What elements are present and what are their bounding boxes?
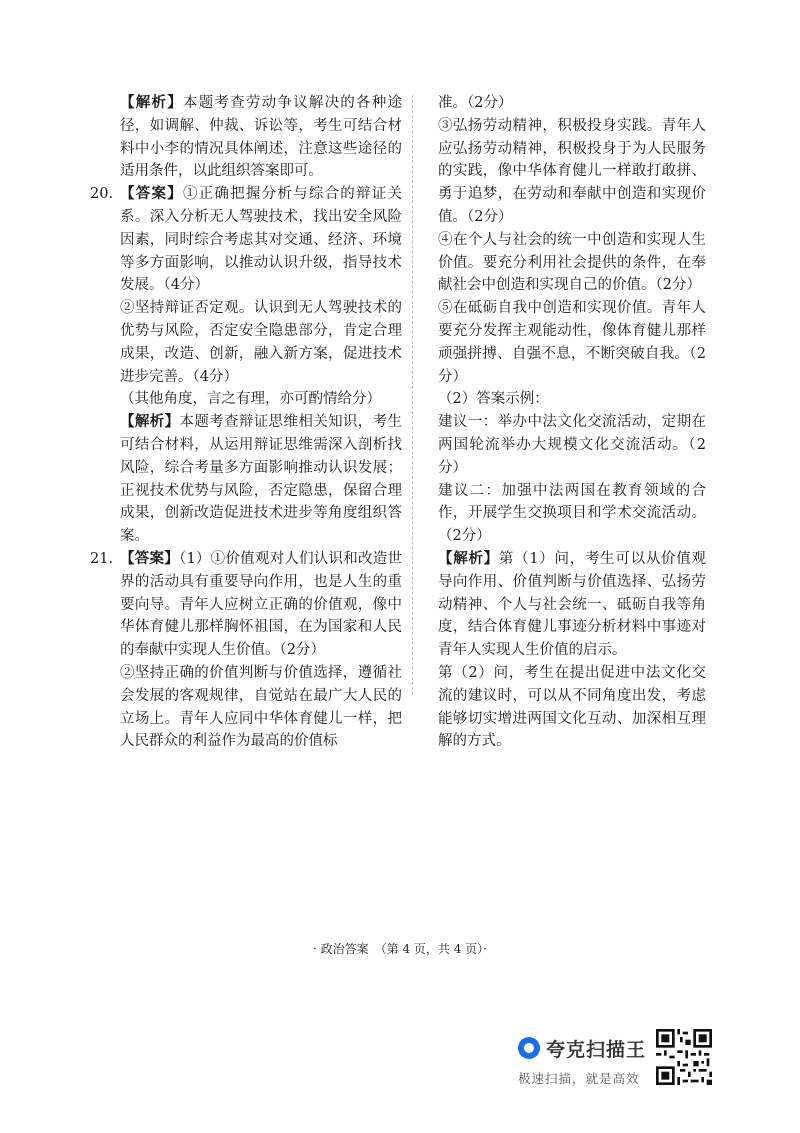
page-footer: · 政治答案 （第 4 页，共 4 页）· [313,942,487,956]
analysis-text: 第（1）问，考生可以从价值观导向作用、价值判断与价值选择、弘扬劳动精神、个人与社会统一、砥砺自我等角度，结合体育健儿事迹分析材料中事迹对青年人实现人生价值的启示。 [438,550,706,659]
q19-analysis [120,92,402,183]
analysis-tag: 【解析】 [120,94,183,111]
answer-point: ⑤在砥砺自我中创造和实现价值。青年人要充分发挥主观能动性，像体育健儿那样顽强拼搏、自强不息，不断突破自我。（2分） [438,300,706,385]
answer-tag: 【答案】 [120,185,183,203]
question-20 [90,183,403,548]
answer-tag: 【答案】 [120,549,179,567]
scanner-watermark [516,1027,716,1097]
part2-header: （2）答案示例： [438,391,549,408]
left-column [90,92,403,753]
brand-slogan: 极速扫描，就是高效 [518,1071,640,1086]
analysis-paragraph [438,548,706,662]
qr-code-icon [656,1029,712,1085]
brand-name: 夸克扫描王 [546,1039,647,1061]
analysis-tag: 【解析】 [438,549,499,567]
analysis-paragraph [120,411,402,548]
answer-point [120,183,402,297]
answer-point: ②坚持正确的价值判断与价值选择，遵循社会发展的客观规律，自觉站在最广大人民的立场上。青年人应同中华体育健儿一样，把人民群众的利益作为最高的价值标 [120,664,402,750]
answer-text: ①正确把握分析与综合的辩证关系。深入分析无人驾驶技术，找出安全风险因素，同时综合考虑其对交通、经济、环境等多方面影响，以推动认识升级，指导技术发展。（4分） [120,186,403,294]
analysis-tag: 【解析】 [120,413,180,431]
right-column [438,92,706,753]
answer-point: ④在个人与社会的统一中创造和实现人生价值。要充分利用社会提供的条件，在奉献社会中创造和实现自己的价值。（2分） [438,231,706,294]
answer-continuation: 准。（2分） [438,95,513,111]
suggestion: 建议一：举办中法文化交流活动，定期在两国轮流举办大规模文化交流活动。（2分） [438,414,706,476]
scoring-note: （其他角度，言之有理，亦可酌情给分） [120,391,381,408]
question-21 [90,548,402,753]
answer-point [120,548,402,662]
answer-text: （1）①价值观对人们认识和改造世界的活动具有重要导向作用，也是人生的重要向导。青年人应树立正确的价值观，像中华体育健儿那样胸怀祖国，在为国家和人民的奉献中实现人生价值。（2分） [120,550,402,659]
suggestion: 建议二：加强中法两国在教育领域的合作，开展学生交换项目和学术交流活动。（2分） [438,482,706,545]
question-number: 21. [90,550,114,567]
analysis-text: 本题考查劳动争议解决的各种途径，如调解、仲裁、诉讼等，考生可结合材料中小李的情况具体阐述，注意这些途径的适用条件，以此组织答案即可。 [120,95,403,180]
answer-point: ③弘扬劳动精神，积极投身实践。青年人应弘扬劳动精神，积极投身于为人民服务的实践，像中华体育健儿一样敢打敢拼、勇于追梦，在劳动和奉献中创造和实现价值。（2分） [438,117,706,225]
analysis-text: 本题考查辩证思维相关知识，考生可结合材料，从运用辩证思维需深入剖析找风险，综合考量多方面影响推动认识发展；正视技术优势与风险，否定隐患，保留合理成果，创新改造促进技术进步等角度组织答案。 [120,414,403,545]
question-number: 20. [90,186,114,203]
answer-point: ②坚持辩证否定观。认识到无人驾驶技术的优势与风险，否定安全隐患部分，肯定合理成果，改造、创新，融入新方案，促进技术进步完善。（4分） [120,300,402,385]
analysis-paragraph: 第（2）问，考生在提出促进中法文化交流的建议时，可以从不同角度出发，考虑能够切实增进两国文化互动、加深相互理解的方式。 [438,664,706,750]
quark-logo-icon [518,1037,540,1059]
column-divider [412,95,413,695]
